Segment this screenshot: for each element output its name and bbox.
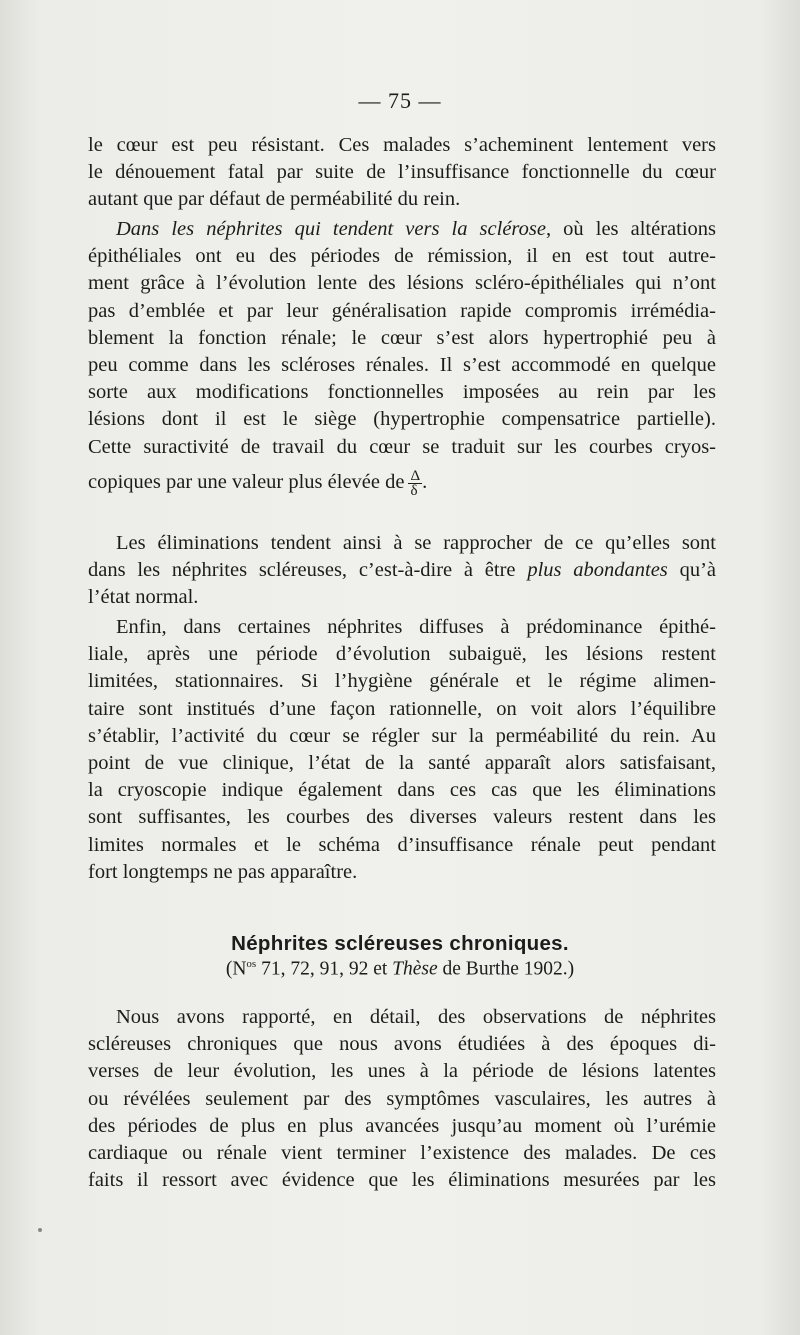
text-line: liale, après une période d’évolution subaiguë, les lésions restent — [88, 643, 716, 666]
text-line: limites normales et le schéma d’insuffisance rénale peut pendant — [88, 833, 716, 856]
paragraph-1 — [88, 132, 716, 214]
text-line: pas d’emblée et par leur généralisation rapide compromis irrémédia- — [88, 299, 716, 322]
text-line: le cœur est peu résistant. Ces malades s’acheminent lentement vers — [88, 134, 716, 156]
text-line: Les éliminations tendent ainsi à se rapprocher de ce qu’elles sont — [116, 532, 716, 554]
fraction — [408, 469, 422, 498]
text-span: qu’à — [667, 559, 717, 582]
text-line: Enfin, dans certaines néphrites diffuses à prédominance épithé- — [116, 616, 716, 638]
text-line: peu comme dans les scléroses rénales. Il s’est accommodé en quelque — [88, 354, 716, 377]
paragraph-2 — [88, 216, 716, 498]
text-line: sont suffisantes, les courbes des diverses valeurs restent dans les — [88, 806, 716, 829]
text-line: ment grâce à l’évolution lente des lésions scléro-épithéliales qui n’ont — [88, 272, 716, 295]
fraction-numerator: Δ — [410, 467, 421, 484]
fraction-denominator: δ — [410, 482, 418, 499]
superscript: os — [246, 958, 257, 970]
text-line: ou révélées seulement par des symptômes vasculaires, les autres à — [88, 1087, 716, 1110]
text-line: l’état normal. — [88, 586, 199, 609]
text-line — [88, 216, 716, 243]
scan-speck — [38, 1228, 42, 1232]
text-span: dans les néphrites scléreuses, c’est-à-dire à être — [88, 559, 528, 582]
text-line: faits il ressort avec évidence que les éliminations mesurées par les — [88, 1169, 716, 1192]
text-line: point de vue clinique, l’état de la santé apparaît alors satisfaisant, — [88, 752, 716, 775]
text-line: le dénouement fatal par suite de l’insuffisance fonctionnelle du cœur — [88, 161, 716, 184]
text-span: (N — [225, 958, 247, 980]
emphasis-text: plus abondantes — [527, 559, 668, 582]
text-line: limitées, stationnaires. Si l’hygiène générale et le régime alimen- — [88, 670, 716, 693]
section-reference — [0, 958, 800, 981]
emphasis-text: Dans les néphrites qui tendent vers la sclérose — [116, 218, 546, 240]
text-line: s’établir, l’activité du cœur se régler sur la perméabilité du rein. Au — [88, 724, 716, 747]
text-line: la cryoscopie indique également dans ces cas que les éliminations — [88, 779, 716, 802]
text-span: copiques par une valeur plus élevée de — [88, 471, 405, 494]
text-line — [88, 557, 716, 584]
text-span: de Burthe 1902.) — [437, 958, 575, 980]
text-line: autant que par défaut de perméabilité du rein. — [88, 188, 461, 211]
text-line: fort longtemps ne pas apparaître. — [88, 860, 358, 883]
page-number: — 75 — — [358, 88, 442, 113]
text-line: épithéliales ont eu des périodes de rémission, il en est tout autre- — [88, 245, 716, 268]
text-span: . — [422, 471, 428, 494]
text-line-with-fraction — [88, 469, 716, 498]
text-line: Cette suractivité de travail du cœur se traduit sur les courbes cryos- — [88, 435, 716, 458]
text-line: taire sont institués d’une façon rationnelle, on voit alors l’équilibre — [88, 697, 716, 720]
text-line: blement la fonction rénale; le cœur s’est alors hypertrophié peu à — [88, 326, 716, 349]
section-title: Néphrites scléreuses chroniques. — [231, 932, 569, 955]
text-line: lésions dont il est le siège (hypertrophie compensatrice partielle). — [88, 408, 716, 431]
paragraph-3 — [88, 530, 716, 612]
text-line: sorte aux modifications fonctionnelles imposées au rein par les — [88, 381, 716, 404]
text-line: verses de leur évolution, les unes à la période de lésions latentes — [88, 1060, 716, 1083]
text-line: scléreuses chroniques que nous avons étudiées à des époques di- — [88, 1033, 716, 1056]
text-line: cardiaque ou rénale vient terminer l’existence des malades. De ces — [88, 1142, 716, 1165]
paragraph-4 — [88, 614, 716, 886]
text-span: 71, 72, 91, 92 et — [256, 958, 393, 980]
paragraph-5 — [88, 1004, 716, 1194]
text-line: Nous avons rapporté, en détail, des observations de néphrites — [116, 1006, 716, 1028]
text-line: des périodes de plus en plus avancées jusqu’au moment où l’urémie — [88, 1114, 716, 1137]
text-span: , où les altérations — [545, 218, 716, 240]
emphasis-text: Thèse — [392, 958, 438, 980]
